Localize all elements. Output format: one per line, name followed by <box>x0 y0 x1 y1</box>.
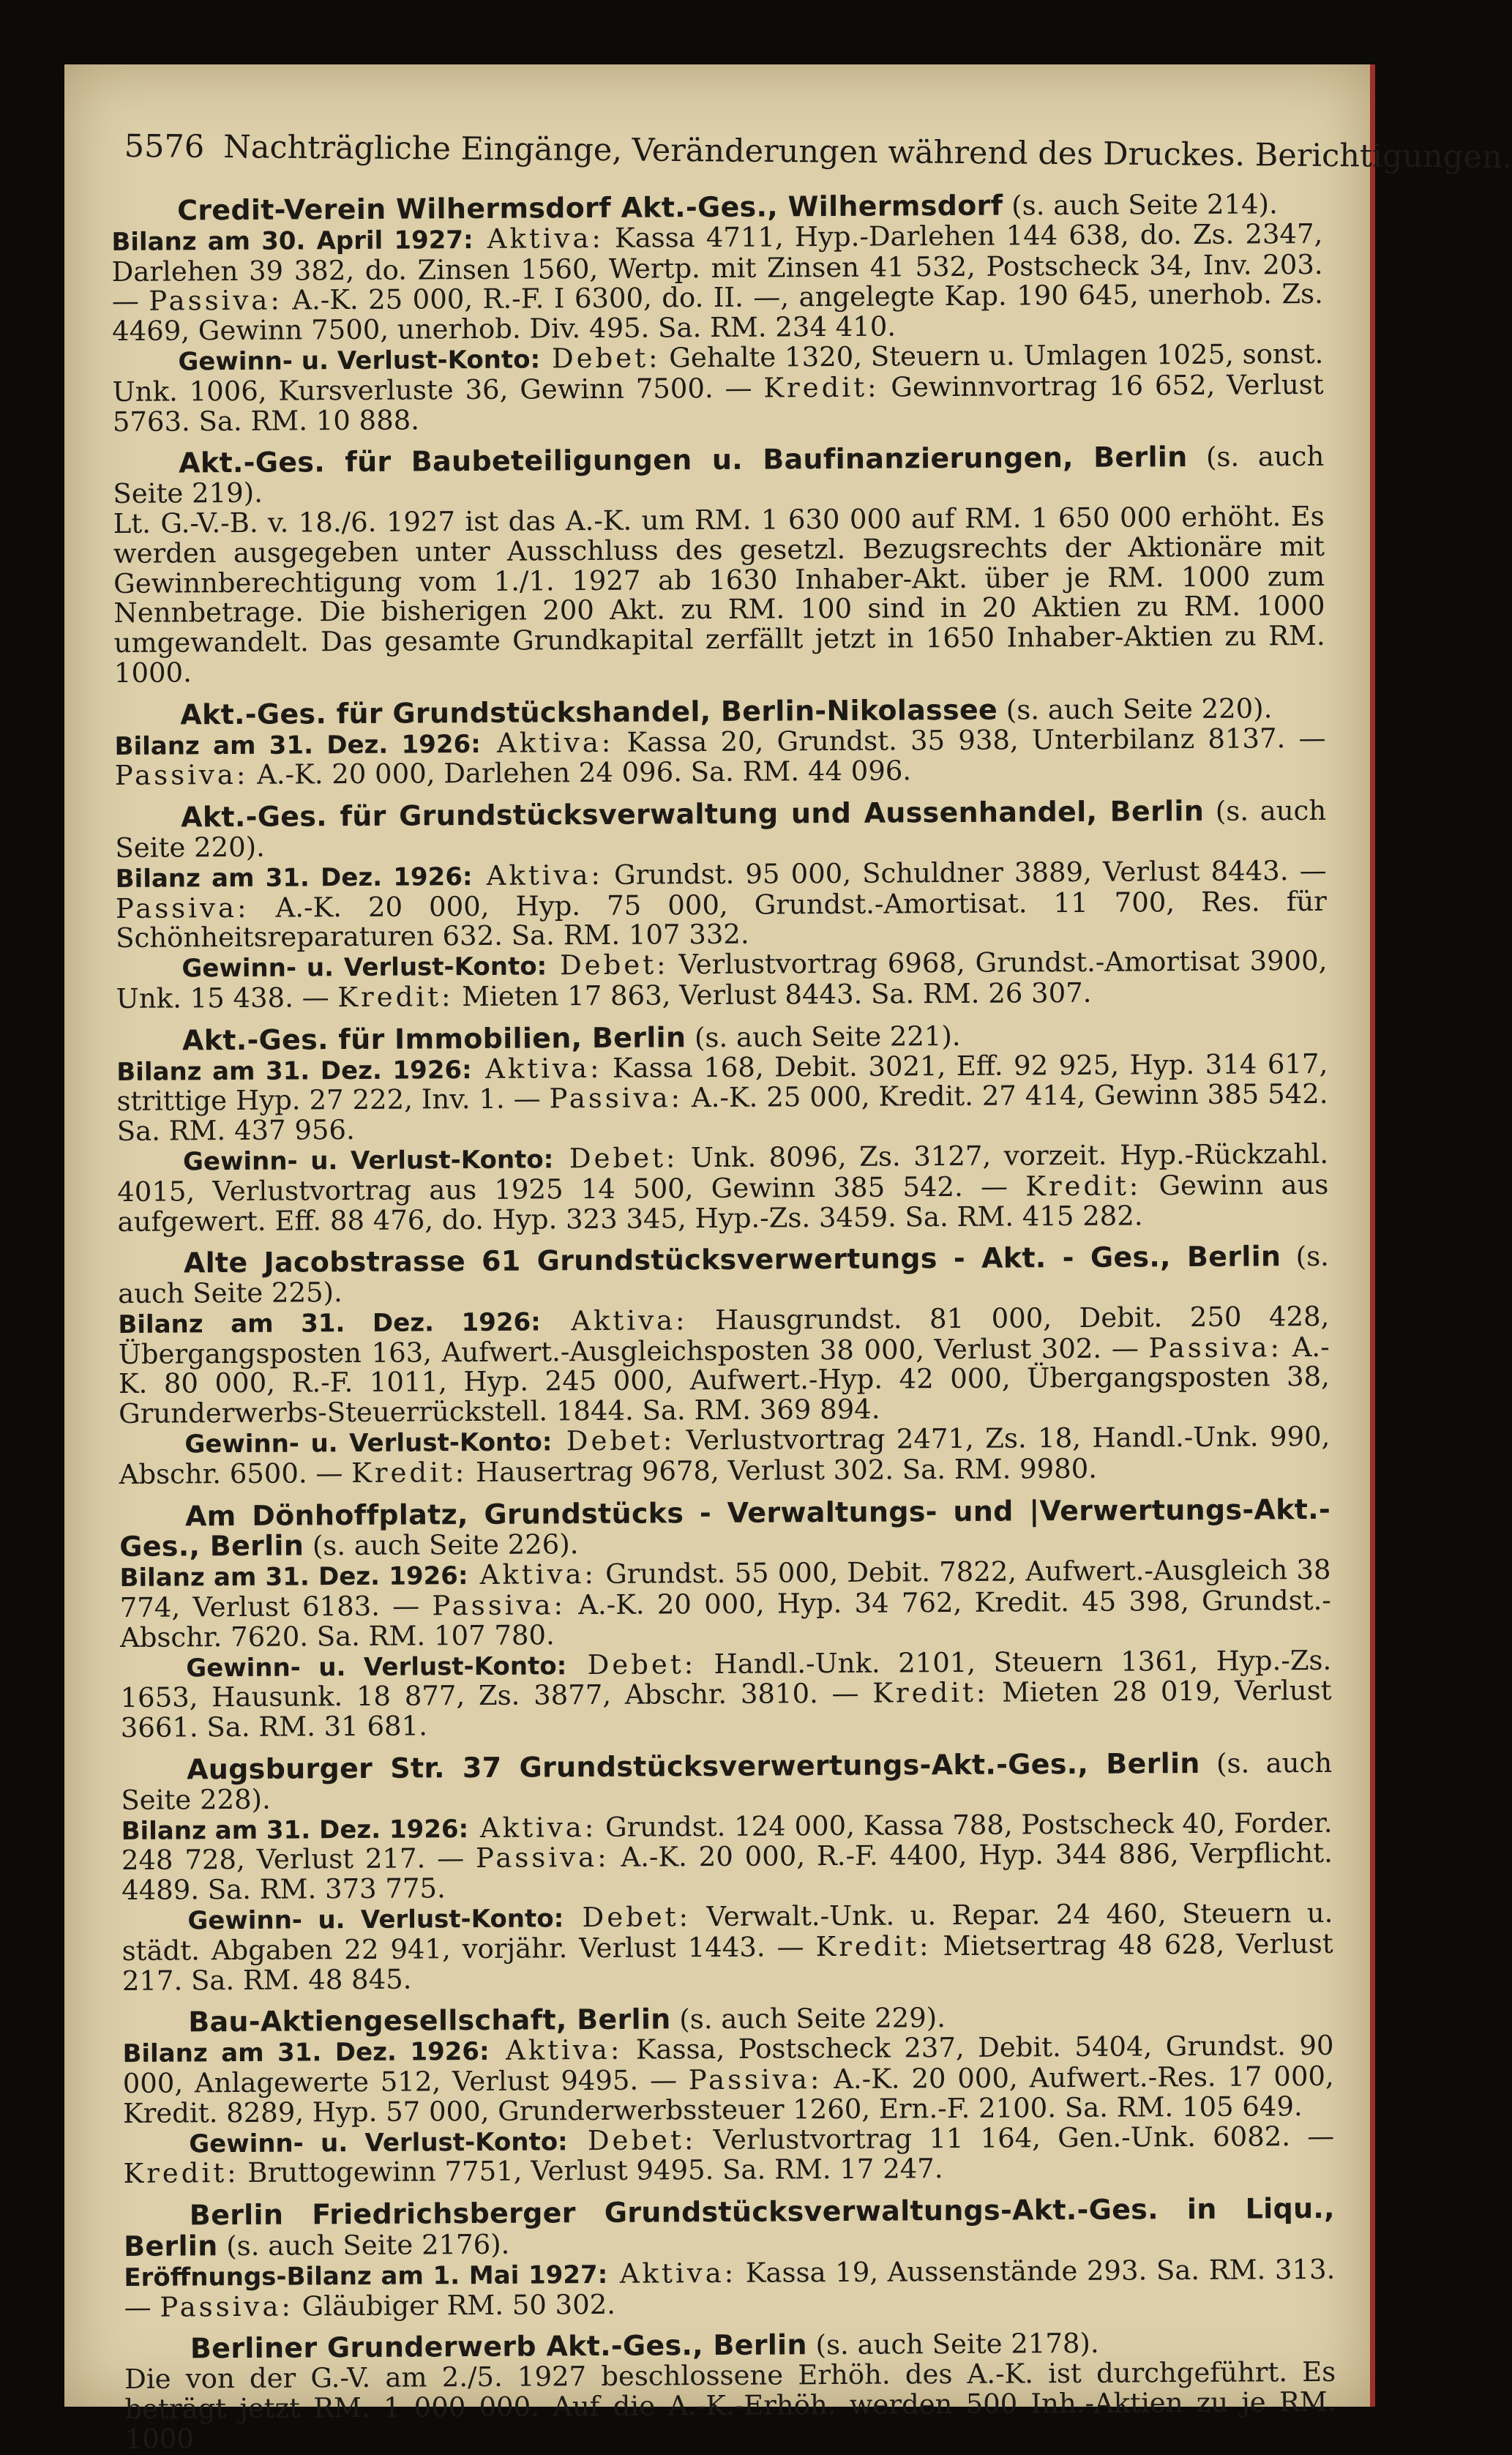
section-heading: Bilanz am 31. Dez. 1926: <box>116 1055 472 1087</box>
account-side-label: Debet: <box>553 1142 678 1175</box>
entry-first-paragraph <box>113 441 1325 688</box>
company-entry <box>118 1241 1331 1490</box>
account-side-label: Debet: <box>547 949 669 982</box>
page-reference: (s. auch Seite 228). <box>121 1746 1333 1816</box>
company-name: Berliner Grunderwerb Akt.-Ges., Berlin <box>190 2328 807 2365</box>
entry-text: Gehalte 1320, Steuern u. Umlagen 1025, sonst. Unk. 1006, Kursverluste 36, Gewinn 7500. — <box>112 337 1324 408</box>
section-heading: Bilanz am 31. Dez. 1926: <box>118 1307 541 1339</box>
account-side-label: Kredit: <box>337 981 454 1014</box>
account-side-label: Debet: <box>564 1901 692 1934</box>
account-side-label: Kredit: <box>351 1456 468 1489</box>
entry-text: A.-K. 20 000, Darlehen 24 096. Sa. RM. 44 096. <box>248 755 912 791</box>
entry-text: Kassa, Postscheck 237, Debit. 5404, Grundst. 90 000, Anlagewerte 512, Verlust 9495. — <box>122 2030 1334 2099</box>
account-side-label: Aktiva: <box>471 1052 602 1085</box>
account-side-label: Aktiva: <box>468 1558 597 1591</box>
entry-text: Unk. 8096, Zs. 3127, vorzeit. Hyp.-Rückzahl. 4015, Verlustvortrag aus 1925 14 500, Gewinn 385 542. — <box>117 1137 1329 1208</box>
entry-first-paragraph <box>119 1492 1331 1654</box>
entry-text: A.-K. 25 000, R.-F. I 6300, do. II. —, angelegte Kap. 190 645, unerhob. Zs. 4469, Gewinn 7500, unerhob. Div. 495. Sa. RM. 234 410. <box>111 278 1323 348</box>
entry-text: Kassa 168, Debit. 3021, Eff. 92 925, Hyp. 314 617, strittige Hyp. 27 222, Inv. 1. — <box>116 1047 1328 1118</box>
entry-text: Verlustvortrag 2471, Zs. 18, Handl.-Unk. 990, Abschr. 6500. — <box>119 1420 1331 1490</box>
page-reference: (s. auch Seite 220). <box>997 692 1273 726</box>
entry-text: A.-K. 80 000, R.-F. 1011, Hyp. 245 000, Aufwert.-Hyp. 42 000, Übergangsposten 38, Grunderwerbs-Steuerrückstell. 1844. Sa. RM. 369 894. <box>118 1331 1331 1430</box>
section-heading: Eröffnungs-Bilanz am 1. Mai 1927: <box>124 2260 608 2293</box>
account-side-label: Passiva: <box>115 892 250 924</box>
company-entry <box>116 1019 1329 1238</box>
page-reference: (s. auch Seite 225). <box>118 1241 1330 1310</box>
entry-text: Verwalt.-Unk. u. Repar. 24 460, Steuern u. städt. Abgaben 22 941, vorjähr. Verlust 1443. — <box>121 1897 1333 1967</box>
account-side-label: Debet: <box>540 342 661 375</box>
section-heading: Bilanz am 31. Dez. 1926: <box>114 729 481 761</box>
account-side-label: Aktiva: <box>480 726 614 759</box>
entry-text: A.-K. 20 000, Hyp. 75 000, Grundst.-Amortisat. 11 700, Res. für Schönheitsreparaturen 632. Sa. RM. 107 332. <box>116 885 1328 954</box>
account-side-label: Passiva: <box>1148 1331 1283 1364</box>
entry-paragraph <box>121 1899 1333 1996</box>
entry-text: A.-K. 20 000, Hyp. 34 762, Kredit. 45 398, Grundst.-Abschr. 7620. Sa. RM. 107 780. <box>119 1584 1331 1654</box>
entry-text: Lt. G.-V.-B. v. 18./6. 1927 ist das A.-K. um RM. 1 630 000 auf RM. 1 650 000 erhöht. Es werden ausgegeben unter Ausschluss des gesetzl. Bezugsrechts der Aktionäre mit Gewinnberechtigung vom 1./1. 1927 ab 1630 Inhaber-Akt. über je RM. 1000 zum Nennbetrage. Die bisherigen 200 Akt. zu RM. 100 sind in 20 Aktien zu RM. 1000 umgewandelt. Das gesamte Grundkapital zerfällt jetzt in 1650 Inhaber-Aktien zu RM. 1000. <box>113 500 1325 689</box>
page-reference: (s. auch Seite 220). <box>115 795 1327 864</box>
company-entry <box>119 1492 1332 1744</box>
entry-text: Verlustvortrag 11 164, Gen.-Unk. 6082. — <box>696 2120 1335 2156</box>
section-heading: Bilanz am 31. Dez. 1926: <box>119 1561 468 1593</box>
entry-paragraph <box>116 946 1327 1014</box>
account-side-label: Kredit: <box>1025 1170 1142 1203</box>
entry-text: Hausertrag 9678, Verlust 302. Sa. RM. 9980. <box>467 1452 1098 1488</box>
section-heading: Bilanz am 31. Dez. 1926: <box>121 1814 469 1846</box>
scanned-page <box>64 64 1512 2455</box>
company-name: Credit-Verein Wilhermsdorf Akt.-Ges., Wilhermsdorf <box>176 189 1003 227</box>
entry-first-paragraph <box>121 1748 1333 1906</box>
account-side-label: Aktiva: <box>489 2034 623 2067</box>
company-entry <box>124 2327 1336 2454</box>
company-entry <box>122 2000 1334 2189</box>
company-name: Akt.-Ges. für Grundstücksverwaltung und Aussenhandel, Berlin <box>181 795 1205 834</box>
page-reference: (s. auch Seite 219). <box>113 441 1325 510</box>
section-heading: Bilanz am 30. April 1927: <box>111 225 474 257</box>
account-side-label: Kredit: <box>872 1677 989 1710</box>
entry-paragraph <box>123 2121 1334 2189</box>
entry-text: Grundst. 55 000, Debit. 7822, Aufwert.-Ausgleich 38 774, Verlust 6183. — <box>119 1554 1331 1624</box>
entry-text: Handl.-Unk. 2101, Steuern 1361, Hyp.-Zs. 1653, Hausunk. 18 877, Zs. 3877, Abschr. 3810. — <box>120 1644 1332 1714</box>
entry-text: Gewinn aus aufgewert. Eff. 88 476, do. Hyp. 323 345, Hyp.-Zs. 3459. Sa. RM. 415 282. <box>117 1168 1329 1238</box>
entry-paragraph <box>120 1646 1332 1744</box>
entry-text: Kassa 19, Aussenstände 293. Sa. RM. 313. — <box>124 2253 1336 2323</box>
page-reference: (s. auch Seite 226). <box>304 1528 579 1562</box>
account-side-label: Aktiva: <box>473 222 605 255</box>
page-reference: (s. auch Seite 2178). <box>806 2328 1099 2361</box>
account-side-label: Passiva: <box>688 2063 823 2096</box>
entry-first-paragraph <box>111 189 1323 347</box>
account-side-label: Debet: <box>552 1424 675 1457</box>
page-header <box>124 127 1512 176</box>
entry-text: Gewinnvortrag 16 652, Verlust 5763. Sa. RM. 10 888. <box>112 368 1324 438</box>
entry-paragraph <box>112 337 1324 438</box>
section-heading: Gewinn- u. Verlust-Konto: <box>187 1904 564 1936</box>
section-heading: Gewinn- u. Verlust-Konto: <box>184 1427 553 1460</box>
page-reference: (s. auch Seite 221). <box>686 1020 961 1053</box>
entry-first-paragraph <box>124 2327 1336 2454</box>
page-reference: (s. auch Seite 229). <box>670 2002 946 2036</box>
company-name: Bau-Aktiengesellschaft, Berlin <box>188 2003 671 2039</box>
account-side-label: Debet: <box>566 1648 697 1681</box>
account-side-label: Passiva: <box>475 1842 610 1875</box>
company-entry <box>114 693 1326 791</box>
account-side-label: Passiva: <box>432 1589 566 1622</box>
entry-text: Hausgrundst. 81 000, Debit. 250 428, Übergangsposten 163, Aufwert.-Ausgleichsposten 38 000, Verlust 302. — <box>118 1300 1330 1370</box>
entry-text: Bruttogewinn 7751, Verlust 9495. Sa. RM. 17 247. <box>239 2153 943 2189</box>
entry-text: Mietsertrag 48 628, Verlust 217. Sa. RM. 48 845. <box>121 1927 1333 1997</box>
entry-first-paragraph <box>114 693 1326 791</box>
account-side-label: Aktiva: <box>472 859 604 892</box>
entry-text: Verlustvortrag 6968, Grundst.-Amortisat 3900, Unk. 15 438. — <box>116 944 1328 1014</box>
company-name: Akt.-Ges. für Baubeteiligungen u. Baufinanzierungen, Berlin <box>179 441 1188 479</box>
section-heading: Gewinn- u. Verlust-Konto: <box>178 345 541 377</box>
entry-first-paragraph <box>122 2000 1334 2129</box>
company-name: Augsburger Str. 37 Grundstücksverwertungs-Akt.-Ges., Berlin <box>186 1746 1200 1786</box>
company-entry <box>121 1748 1333 1996</box>
entry-text: A.-K. 20 000, Aufwert.-Res. 17 000, Kredit. 8289, Hyp. 57 000, Grunderwerbssteuer 1260, Ern.-F. 2100. Sa. RM. 105 649. <box>122 2060 1334 2129</box>
account-side-label: Aktiva: <box>540 1304 688 1337</box>
company-name: Berlin Friedrichsberger Grundstücksverwaltungs-Akt.-Ges. in Liqu., Berlin <box>123 2192 1335 2262</box>
account-side-label: Kredit: <box>763 371 880 404</box>
account-side-label: Aktiva: <box>468 1811 597 1844</box>
entry-text: Gläubiger RM. 50 302. <box>293 2288 616 2323</box>
page-body <box>111 188 1336 2455</box>
account-side-label: Passiva: <box>160 2290 294 2323</box>
section-heading: Gewinn- u. Verlust-Konto: <box>182 1145 554 1177</box>
section-heading: Gewinn- u. Verlust-Konto: <box>186 1651 567 1684</box>
section-heading: Gewinn- u. Verlust-Konto: <box>189 2126 568 2159</box>
entry-text: Kassa 4711, Hyp.-Darlehen 144 638, do. Zs. 2347, Darlehen 39 382, do. Zinsen 1560, Wertp. mit Zinsen 41 532, Postscheck 34, Inv. 203. — <box>111 217 1323 318</box>
entry-text: A.-K. 20 000, R.-F. 4400, Hyp. 344 886, Verpflicht. 4489. Sa. RM. 373 775. <box>121 1837 1333 1907</box>
section-heading: Bilanz am 31. Dez. 1926: <box>122 2037 490 2069</box>
account-side-label: Aktiva: <box>607 2257 737 2290</box>
entry-first-paragraph <box>118 1241 1330 1430</box>
account-side-label: Passiva: <box>114 759 249 792</box>
page-reference: (s. auch Seite 2176). <box>217 2228 510 2262</box>
entry-text: Die von der G.-V. am 2./5. 1927 beschlossene Erhöh. des A.-K. ist durchgeführt. Es beträgt jetzt RM. 1 000 000. Auf die A.-K.-Erhöh. werden 500 Inh.-Aktien zu je RM. 1000 <box>124 2356 1336 2455</box>
account-side-label: Passiva: <box>549 1082 684 1115</box>
page-number: 5576 <box>124 127 205 165</box>
entry-paragraph <box>119 1422 1330 1490</box>
section-heading: Bilanz am 31. Dez. 1926: <box>115 862 473 894</box>
company-name: Akt.-Ges. für Immobilien, Berlin <box>181 1020 686 1057</box>
company-entry <box>113 441 1325 688</box>
entry-text: Kassa 20, Grundst. 35 938, Unterbilanz 8137. — <box>613 722 1326 758</box>
account-side-label: Kredit: <box>123 2157 239 2190</box>
entry-paragraph <box>117 1137 1329 1238</box>
account-side-label: Kredit: <box>815 1930 932 1962</box>
company-name: Alte Jacobstrasse 61 Grundstücksverwertungs - Akt. - Ges., Berlin <box>183 1240 1281 1279</box>
entry-first-paragraph <box>116 1019 1328 1147</box>
company-entry <box>115 796 1328 1014</box>
account-side-label: Debet: <box>567 2123 697 2156</box>
entry-text: Grundst. 95 000, Schuldner 3889, Verlust 8443. — <box>602 854 1327 891</box>
entry-text: A.-K. 25 000, Kredit. 27 414, Gewinn 385 542. Sa. RM. 437 956. <box>116 1078 1328 1148</box>
entry-text: Grundst. 124 000, Kassa 788, Postscheck 40, Forder. 248 728, Verlust 217. — <box>121 1806 1333 1877</box>
entry-first-paragraph <box>124 2194 1336 2323</box>
page-header-title: Nachträgliche Eingänge, Veränderungen während des Druckes. Berichtigungen. <box>223 129 1512 176</box>
company-name: Am Dönhoffplatz, Grundstücks - Verwaltungs- und |Verwertungs-Akt.-Ges., Berlin <box>119 1492 1331 1563</box>
entry-text: Mieten 17 863, Verlust 8443. Sa. RM. 26 307. <box>453 976 1092 1013</box>
company-entry <box>111 189 1324 437</box>
account-side-label: Passiva: <box>149 284 283 318</box>
page-reference: (s. auch Seite 214). <box>1003 188 1278 222</box>
entry-text: Mieten 28 019, Verlust 3661. Sa. RM. 31 681. <box>120 1675 1332 1744</box>
company-entry <box>124 2194 1336 2323</box>
entry-first-paragraph <box>115 796 1327 954</box>
section-heading: Gewinn- u. Verlust-Konto: <box>181 952 547 984</box>
company-name: Akt.-Ges. für Grundstückshandel, Berlin-Nikolassee <box>180 693 998 731</box>
